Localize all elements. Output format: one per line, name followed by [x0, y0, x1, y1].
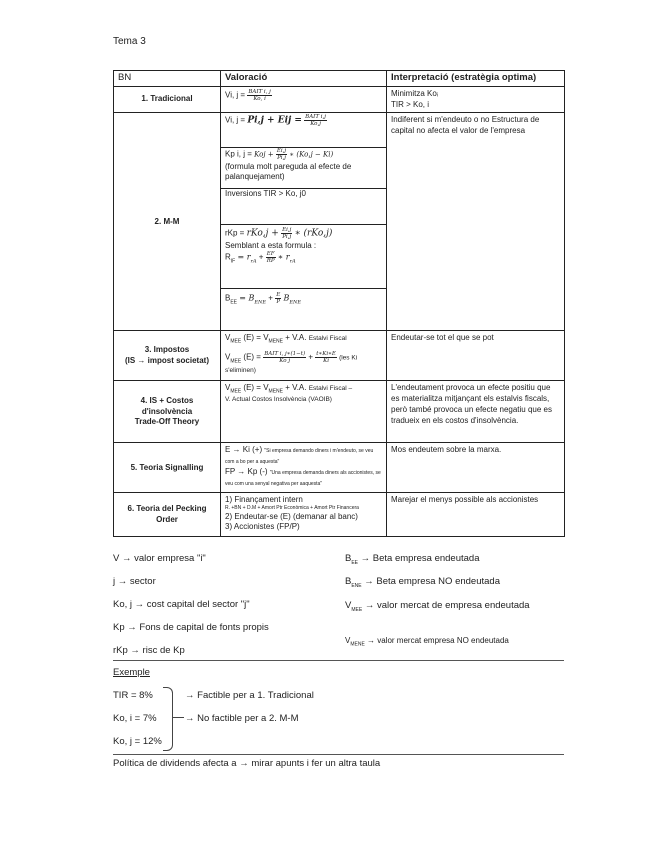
mm-formula-value: [221, 114, 386, 148]
row-tradicional: [114, 86, 565, 113]
legend-rkp: rKp → risc de Kp: [113, 645, 185, 656]
formula-term: = B: [239, 294, 255, 304]
example-result2: → No factible per a 2. M-M: [185, 713, 299, 724]
semblant-text: Semblant a esta formula :: [225, 240, 317, 250]
interp-impostos: Endeutar-se tot el que se pot: [387, 331, 565, 381]
legend-kp: Kp → Fons de capital de fonts propis: [113, 622, 269, 633]
example-brace: [163, 687, 173, 751]
formula-term: rKo,j +: [246, 229, 279, 240]
impostos-line2: $V_{MEE}$ (E) = BAIT i, j∗(1−t) Ko j + $\frac{t∗Ki∗E}{Ki}$ (les Ki s'eliminen): [225, 350, 358, 374]
theories-table: [113, 70, 565, 537]
sub: rA: [289, 258, 296, 265]
label-mm: 2. M-M: [114, 113, 221, 331]
pecking-line3: 3) Accionistes (FP/P): [225, 521, 300, 531]
legend-j: j → sector: [113, 576, 156, 587]
mm-inversions: [221, 189, 386, 225]
tradeoff-line2: V. Actual Costos Insolvència (VAOIB): [225, 395, 332, 403]
label-tradeoff: [114, 381, 221, 443]
formula-term: ∗ r: [277, 252, 290, 262]
row-pecking: [114, 493, 565, 537]
label-line: Order: [156, 514, 178, 524]
interp-tradicional: [387, 86, 565, 113]
formula-impostos: [221, 331, 387, 381]
formula-lhs: R: [225, 252, 231, 262]
row-impostos: [114, 331, 565, 381]
header-bn: BN: [114, 71, 221, 87]
table-header-row: [114, 71, 565, 87]
divider-bottom: [113, 754, 564, 755]
sub: IF: [230, 258, 236, 265]
label-line: Trade-Off Theory: [134, 417, 200, 427]
formula-term: Koj +: [254, 151, 274, 160]
interp-mm: Indiferent si m'endeuto o no Estructura de capital no afecta el valor de l'empresa: [387, 113, 565, 331]
tradeoff-line1: $V_{MEE}$ $(E) = V_{MENE} + V.A$. Estalvi Fiscal –: [225, 383, 353, 395]
header-valoracio: Valoració: [221, 71, 387, 87]
interp-signalling: Mos endeutem sobre la marxa.: [387, 443, 565, 493]
label-impostos: [114, 331, 221, 381]
formula-pecking: [221, 493, 387, 537]
fraction: $\frac{Ei,j}{Pi,j}$: [282, 227, 292, 241]
legend-bene: $B_{ENE}$ → Beta empresa NO endeutada: [345, 576, 500, 589]
divider-top: [113, 660, 564, 661]
interp-line: Minimitza Koᵢ: [391, 88, 439, 98]
fraction: BAIT i, j Ko, i: [248, 88, 271, 102]
row-mm: [114, 113, 565, 331]
legend-vmene: $V_{MENE}$ → valor mercat empresa NO endeutada: [345, 636, 509, 648]
interp-tradeoff: L'endeutament provoca un efecte positiu que es materialitza mitjançant els estalvis fiscals, però també provoca un efecte negatiu que es tradueix en els costos d'insolvència.: [387, 381, 565, 443]
rkp-line: [225, 227, 382, 240]
label-line: 6. Teoria del Pecking: [127, 504, 207, 514]
impostos-line1: $V_{MEE}$ $(E) = V_{MENE} + V.A$. Estalvi Fiscal: [225, 333, 347, 345]
formula-term: B: [283, 294, 290, 304]
formula-lhs: Vi, j =: [225, 90, 246, 100]
fraction: $\frac{Ei,j}{Pi,j}$: [276, 148, 287, 162]
formula-term: ∗ (rKo,j): [294, 229, 333, 240]
inversions-text: Inversions TIR > Ko, j0: [225, 189, 306, 199]
sub: EE: [230, 299, 238, 306]
formula-term: ∗ (Ko,j − Ki): [289, 151, 334, 160]
mm-formula-kp: [221, 148, 386, 189]
sub: ENE: [289, 299, 302, 306]
pecking-line1: 1) Finançament intern: [225, 495, 303, 505]
mm-formula-rkp: [221, 227, 386, 289]
formula-lhs: Vi, j =: [225, 116, 246, 126]
legend-vmee: $V_{MEE}$ → valor mercat de empresa endeutada: [345, 600, 530, 613]
signalling-line1: E → Ki (+) "Si empresa demando diners i m'endeuto, se veu com a bo per a aquesta": [225, 445, 374, 466]
brace-arrow-line: [172, 717, 184, 718]
pecking-line2: 2) Endeutar-se (E) (demanar al banc): [225, 511, 358, 521]
footer-note: Política de dividends afecta a → mirar apunts i fer un altra taula: [113, 758, 381, 769]
example-result1: → Factible per a 1. Tradicional: [185, 690, 314, 701]
formula-term: = r: [237, 252, 251, 262]
page-topic: Tema 3: [113, 36, 146, 47]
formulas-mm: [221, 113, 387, 331]
interp-pecking: Marejar el menys possible als accionistes: [387, 493, 565, 537]
formula-lhs: rKp =: [225, 229, 245, 239]
legend-koj: Ko, j → cost capital del sector "j": [113, 599, 250, 610]
label-line: 3. Impostos: [144, 345, 190, 355]
formula-expr: Pi,j + Eij =: [247, 116, 302, 127]
legend-bee: $B_{EE}$ → Beta empresa endeutada: [345, 553, 480, 566]
fraction: $\frac{E}{P}$: [276, 292, 281, 306]
formula-lhs: B: [225, 294, 231, 304]
label-signalling: 5. Teoria Signalling: [114, 443, 221, 493]
label-line: 4. IS + Costos: [140, 395, 194, 405]
sub: rA: [250, 258, 257, 265]
mm-formula-beta: $B_{EE} = B_{ENE}$ + $\frac{E}{P}$ $B_{ENE}$: [225, 292, 302, 306]
sub: ENE: [254, 299, 267, 306]
formula-lhs: Kp i, j =: [225, 150, 252, 160]
fraction: BAIT i, j∗(1−t) Ko j: [264, 350, 306, 364]
example-koi: Ko, i = 7%: [113, 713, 157, 724]
header-interpretacio: Interpretació (estratègia optima): [387, 71, 565, 87]
label-line: d'insolvència: [141, 406, 193, 416]
rif-line: $R_{IF} = r_{rA}$ + $\frac{EF}{RP}$ ∗ $r_{rA}$: [225, 251, 296, 265]
pecking-note: R. +BN + D.M + Amort Ptr Econòmica + Amort Ptr Financera: [225, 505, 359, 512]
formula-note: (formula molt pareguda al efecte de palanquejament): [225, 161, 352, 182]
formula-tradeoff: [221, 381, 387, 443]
interp-line: TIR > Ko, i: [391, 99, 430, 109]
fraction: $\frac{t∗Ki∗E}{Ki}$: [316, 350, 336, 364]
label-pecking: [114, 493, 221, 537]
example-tir: TIR = 8%: [113, 690, 153, 701]
label-tradicional: 1. Tradicional: [114, 86, 221, 113]
fraction: $\frac{EF}{RP}$: [266, 251, 275, 265]
formula-tradicional: [221, 86, 387, 113]
row-signalling: [114, 443, 565, 493]
example-koj: Ko, j = 12%: [113, 736, 162, 747]
formula-signalling: [221, 443, 387, 493]
example-title: Exemple: [113, 667, 150, 678]
signalling-line2: FP → Kp (-) "Una empresa demanda diners als accionistes, se veu com una senyal negativa per aaquesta": [225, 467, 381, 487]
legend-v: V → valor empresa "i": [113, 553, 206, 564]
label-line: (IS → impost societat): [124, 355, 209, 365]
row-tradeoff: [114, 381, 565, 443]
fraction: BAIT i,j Ko,j: [305, 114, 326, 128]
